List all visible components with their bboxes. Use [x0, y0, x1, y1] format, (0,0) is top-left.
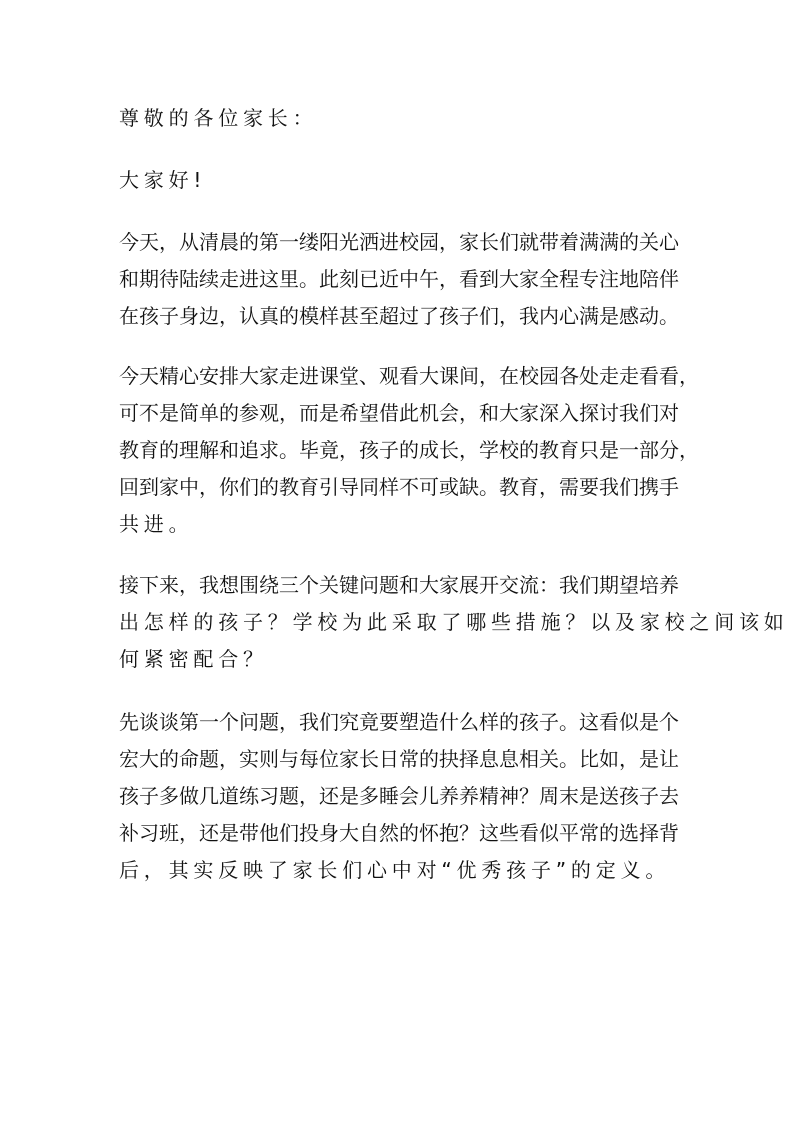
paragraph-line: 孩子多做几道练习题，还是多睡会儿养养精神？周末是送孩子去: [119, 784, 679, 808]
greeting: 大家好!: [119, 168, 207, 192]
paragraph-line: 接下来，我想围绕三个关键问题和大家展开交流：我们期望培养: [119, 573, 679, 597]
paragraph-line: 后，其实反映了家长们心中对“优秀孩子”的定义。: [119, 858, 671, 882]
paragraph-line: 在孩子身边，认真的模样甚至超过了孩子们，我内心满是感动。: [119, 304, 679, 328]
paragraph-line: 今天精心安排大家走进课堂、观看大课间，在校园各处走走看看，: [119, 364, 699, 388]
salutation: 尊敬的各位家长：: [119, 106, 318, 130]
paragraph-line: 宏大的命题，实则与每位家长日常的抉择息息相关。比如，是让: [119, 747, 679, 771]
paragraph-line: 补习班，还是带他们投身大自然的怀抱？这些看似平常的选择背: [119, 821, 679, 845]
paragraph-line: 教育的理解和追求。毕竟，孩子的成长，学校的教育只是一部分，: [119, 438, 699, 462]
paragraph-line: 何紧密配合？: [119, 647, 268, 671]
paragraph-line: 今天，从清晨的第一缕阳光洒进校园，家长们就带着满满的关心: [119, 230, 679, 254]
paragraph-line: 和期待陆续走进这里。此刻已近中午，看到大家全程专注地陪伴: [119, 267, 679, 291]
paragraph-line: 回到家中，你们的教育引导同样不可或缺。教育，需要我们携手: [119, 475, 679, 499]
paragraph-line: 可不是简单的参观，而是希望借此机会，和大家深入探讨我们对: [119, 401, 679, 425]
paragraph-line: 先谈谈第一个问题，我们究竟要塑造什么样的孩子。这看似是个: [119, 710, 679, 734]
paragraph-line: 共进。: [119, 512, 194, 536]
paragraph-line: 出怎样的孩子？学校为此采取了哪些措施？以及家校之间该如: [119, 610, 789, 634]
